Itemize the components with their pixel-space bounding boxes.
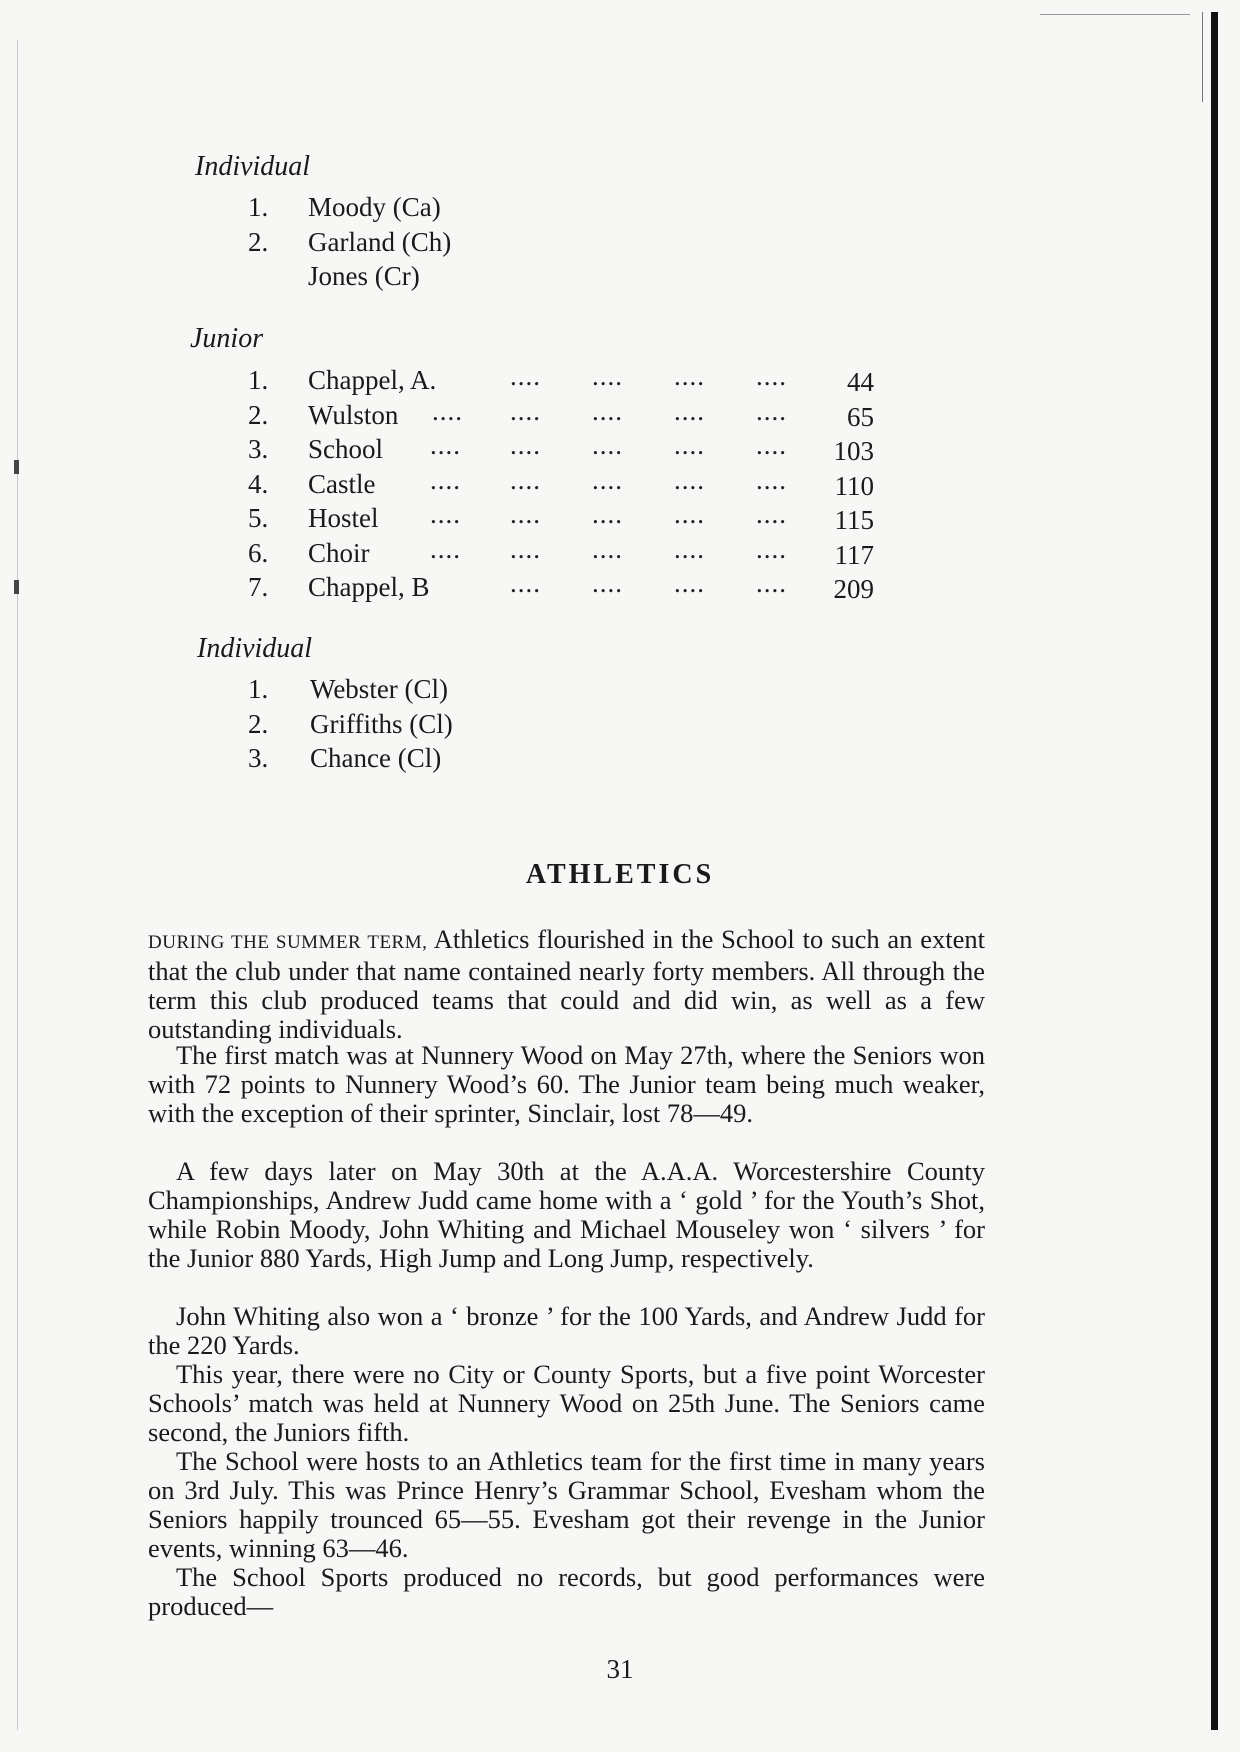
dot-leader: ....	[430, 499, 461, 529]
junior-heading: Junior	[190, 323, 264, 354]
dot-leader: ....	[510, 361, 541, 391]
dot-leader: ....	[674, 430, 705, 460]
score: 117	[834, 539, 874, 570]
paragraph-text: Athletics flourished in the School to such an extent that the club under that name contained nearly forty members. All through the term this club produced teams that could and did win, as well as a few outstanding individuals.	[148, 924, 986, 1044]
item-number: 1.	[248, 192, 269, 222]
dot-leader: ....	[756, 430, 787, 460]
paragraph	[148, 925, 985, 1044]
rank: 2.	[248, 399, 269, 430]
dot-leader: ....	[592, 361, 623, 391]
item-name: Webster (Cl)	[310, 674, 449, 704]
item-number: 2.	[248, 226, 269, 257]
paragraph: This year, there were no City or County Sports, but a five point Worcester Schools’ match was held at Nunnery Wood on 25th June. The Seniors came second, the Juniors fifth.	[148, 1359, 985, 1447]
dot-leader: ....	[592, 568, 623, 598]
rank: 3.	[248, 434, 269, 464]
dot-leader: ....	[592, 464, 623, 495]
score: 44	[847, 367, 874, 397]
score: 209	[833, 574, 874, 604]
page-number: 31	[606, 1654, 634, 1684]
rank: 6.	[248, 537, 269, 568]
dot-leader: ....	[592, 430, 623, 460]
item-name: Garland (Ch)	[308, 226, 452, 257]
dot-leader: ....	[756, 395, 787, 426]
lead-in: DURING THE SUMMER TERM,	[148, 932, 428, 953]
dot-leader: ....	[674, 499, 705, 529]
dot-leader: ....	[510, 533, 541, 564]
dot-leader: ....	[674, 361, 705, 391]
page-edge-line	[1202, 12, 1203, 102]
dot-leader: ....	[432, 395, 463, 426]
score: 103	[833, 436, 874, 466]
binding-mark	[14, 580, 19, 594]
dot-leader: ....	[430, 533, 461, 564]
dot-leader: ....	[756, 533, 787, 564]
paragraph: The School were hosts to an Athletics team for the first time in many years on 3rd July. This was Prince Henry’s Grammar School, Evesham whom the Seniors happily trounced 65—55. Evesham got their revenge in the Junior events, winning 63—46.	[148, 1446, 985, 1563]
house-name: Castle	[308, 468, 376, 499]
item-name: Griffiths (Cl)	[310, 708, 453, 739]
dot-leader: ....	[510, 568, 541, 598]
dot-leader: ....	[756, 361, 787, 391]
house-name: Chappel, B	[308, 572, 430, 602]
dot-leader: ....	[510, 499, 541, 529]
dot-leader: ....	[674, 533, 705, 564]
house-name: Hostel	[308, 503, 379, 533]
rank: 4.	[248, 468, 269, 499]
junior-individual-heading: Individual	[197, 633, 313, 664]
paragraph: The School Sports produced no records, but good performances were produced—	[148, 1562, 985, 1621]
score: 110	[834, 470, 874, 501]
item-number: 1.	[248, 674, 269, 704]
rank: 7.	[248, 572, 269, 602]
dot-leader: ....	[674, 568, 705, 598]
paragraph: John Whiting also won a ‘ bronze ’ for the 100 Yards, and Andrew Judd for the 220 Yards.	[148, 1301, 985, 1360]
house-name: Chappel, A.	[308, 365, 437, 395]
house-name: Choir	[308, 537, 370, 568]
rank: 5.	[248, 503, 269, 533]
dot-leader: ....	[430, 464, 461, 495]
dot-leader: ....	[756, 568, 787, 598]
house-name: School	[308, 434, 384, 464]
paragraph: The first match was at Nunnery Wood on May 27th, where the Seniors won with 72 points to Nunnery Wood’s 60. The Junior team being much weaker, with the exception of their sprinter, Sinclair, lost 78—49.	[148, 1040, 985, 1128]
binding-mark	[14, 460, 19, 474]
section-title: ATHLETICS	[525, 859, 715, 890]
scan-rule	[1040, 14, 1190, 15]
rank: 1.	[248, 365, 269, 395]
dot-leader: ....	[674, 464, 705, 495]
item-name: Chance (Cl)	[310, 743, 442, 773]
item-number: 2.	[248, 708, 269, 739]
dot-leader: ....	[510, 464, 541, 495]
dot-leader: ....	[674, 395, 705, 426]
dot-leader: ....	[430, 430, 461, 460]
score: 115	[834, 505, 874, 535]
paragraph: A few days later on May 30th at the A.A.A. Worcestershire County Championships, Andrew Judd came home with a ‘ gold ’ for the Youth’s Shot, while Robin Moody, John Whiting and Michael Mouseley won ‘ silvers ’ for the Junior 880 Yards, High Jump and Long Jump, respectively.	[148, 1156, 985, 1273]
dot-leader: ....	[592, 499, 623, 529]
dot-leader: ....	[592, 533, 623, 564]
house-name: Wulston	[308, 399, 399, 430]
dot-leader: ....	[510, 395, 541, 426]
dot-leader: ....	[510, 430, 541, 460]
dot-leader: ....	[592, 395, 623, 426]
score: 65	[847, 401, 874, 432]
item-name: Jones (Cr)	[308, 261, 420, 291]
senior-individual-heading: Individual	[195, 151, 311, 182]
dot-leader: ....	[756, 464, 787, 495]
item-number: 3.	[248, 743, 269, 773]
dot-leader: ....	[756, 499, 787, 529]
item-name: Moody (Ca)	[308, 192, 441, 222]
